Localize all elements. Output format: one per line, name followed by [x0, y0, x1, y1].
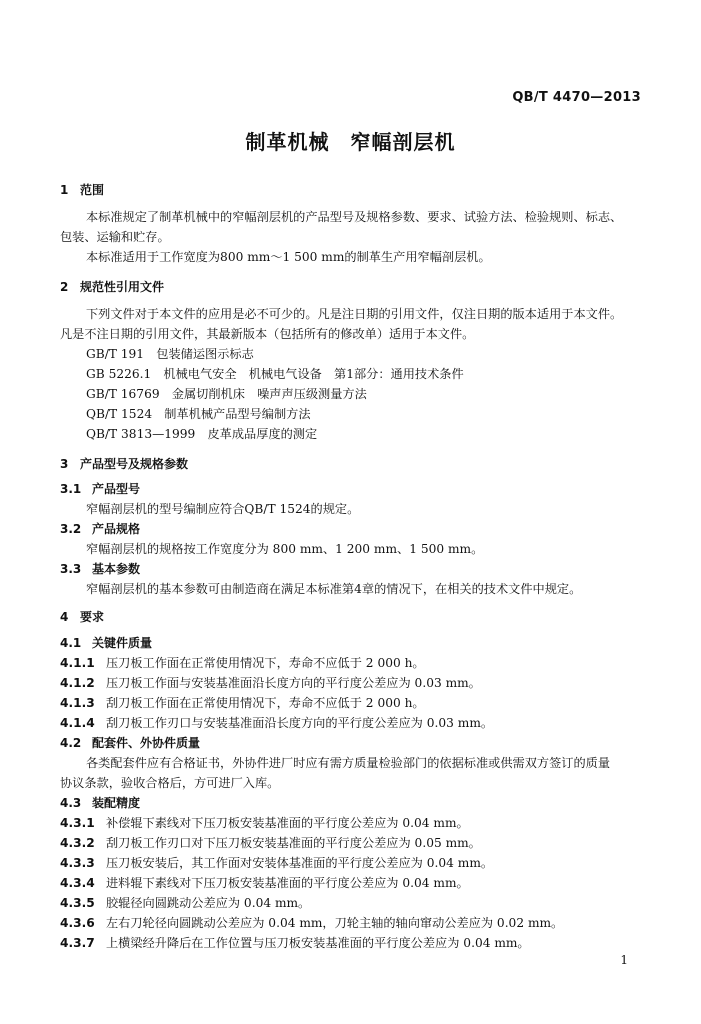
section-4-heading [60, 610, 701, 625]
reference-item: QB/T 1524 制革机械产品型号编制方法 [86, 407, 311, 421]
clause-item [60, 936, 701, 951]
subsection-number: 4.3 [60, 796, 82, 810]
section-1-heading [60, 183, 701, 198]
clause-number: 4.3.4 [60, 876, 95, 890]
clause-number: 4.1.2 [60, 676, 95, 690]
clause-item [60, 856, 701, 871]
section-3-heading [60, 457, 701, 472]
paragraph-line: 本标准规定了制革机械中的窄幅剖层机的产品型号及规格参数、要求、试验方法、检验规则、标志、 [86, 210, 623, 224]
subsection-4-1-heading [60, 636, 701, 651]
clause-text: 压刀板工作面在正常使用情况下，寿命不应低于 2 000 h。 [106, 656, 425, 670]
clause-item [60, 656, 701, 671]
section-title: 要求 [80, 610, 105, 624]
page-number: 1 [620, 953, 628, 967]
clause-item [60, 696, 701, 711]
clause-number: 4.3.5 [60, 896, 95, 910]
clause-item [60, 916, 701, 931]
clause-item [60, 716, 701, 731]
clause-item [60, 896, 701, 911]
clause-text: 胶辊径向圆跳动公差应为 0.04 mm。 [106, 896, 311, 910]
reference-item: GB 5226.1 机械电气安全 机械电气设备 第1部分：通用技术条件 [86, 367, 464, 381]
clause-number: 4.3.2 [60, 836, 95, 850]
clause-text: 刮刀板工作面在正常使用情况下，寿命不应低于 2 000 h。 [106, 696, 425, 710]
subsection-title: 基本参数 [92, 562, 141, 576]
section-2-heading [60, 280, 701, 295]
paragraph-line: 窄幅剖层机的基本参数可由制造商在满足本标准第4章的情况下，在相关的技术文件中规定。 [86, 582, 582, 596]
clause-text: 左右刀轮径向圆跳动公差应为 0.04 mm，刀轮主轴的轴向窜动公差应为 0.02 mm。 [106, 916, 564, 930]
subsection-title: 配套件、外协件质量 [92, 736, 201, 750]
paragraph-line: 窄幅剖层机的型号编制应符合QB/T 1524的规定。 [86, 502, 360, 516]
section-number: 2 [60, 280, 69, 294]
clause-number: 4.1.3 [60, 696, 95, 710]
clause-text: 刮刀板工作刃口对下压刀板安装基准面的平行度公差应为 0.05 mm。 [106, 836, 481, 850]
subsection-3-2-heading [60, 522, 701, 537]
section-number: 3 [60, 457, 69, 471]
subsection-title: 装配精度 [92, 796, 141, 810]
document-title: 制革机械 窄幅剖层机 [245, 130, 456, 154]
section-title: 产品型号及规格参数 [80, 457, 189, 471]
reference-item: QB/T 3813—1999 皮革成品厚度的测定 [86, 427, 318, 441]
clause-number: 4.3.3 [60, 856, 95, 870]
clause-text: 上横梁经升降后在工作位置与压刀板安装基准面的平行度公差应为 0.04 mm。 [106, 936, 530, 950]
subsection-number: 4.2 [60, 736, 82, 750]
subsection-number: 3.1 [60, 482, 82, 496]
clause-number: 4.1.1 [60, 656, 95, 670]
subsection-title: 产品规格 [92, 522, 141, 536]
clause-number: 4.1.4 [60, 716, 95, 730]
section-number: 1 [60, 183, 69, 197]
subsection-title: 关键件质量 [92, 636, 153, 650]
paragraph-line: 凡是不注日期的引用文件，其最新版本（包括所有的修改单）适用于本文件。 [60, 327, 475, 341]
reference-item: GB/T 16769 金属切削机床 噪声声压级测量方法 [86, 387, 367, 401]
reference-item: GB/T 191 包装储运图示标志 [86, 347, 254, 361]
section-number: 4 [60, 610, 69, 624]
clause-text: 刮刀板工作刃口与安装基准面沿长度方向的平行度公差应为 0.03 mm。 [106, 716, 494, 730]
subsection-3-1-heading [60, 482, 701, 497]
subsection-4-3-heading [60, 796, 701, 811]
clause-item [60, 676, 701, 691]
section-title: 范围 [80, 183, 105, 197]
clause-number: 4.3.1 [60, 816, 95, 830]
paragraph-line: 下列文件对于本文件的应用是必不可少的。凡是注日期的引用文件，仅注日期的版本适用于本文件。 [86, 307, 623, 321]
paragraph-line: 本标准适用于工作宽度为800 mm～1 500 mm的制革生产用窄幅剖层机。 [86, 250, 491, 264]
clause-text: 进料辊下素线对下压刀板安装基准面的平行度公差应为 0.04 mm。 [106, 876, 469, 890]
subsection-3-3-heading [60, 562, 701, 577]
section-title: 规范性引用文件 [80, 280, 165, 294]
clause-text: 压刀板安装后，其工作面对安装体基准面的平行度公差应为 0.04 mm。 [106, 856, 494, 870]
subsection-title: 产品型号 [92, 482, 141, 496]
paragraph-line: 窄幅剖层机的规格按工作宽度分为 800 mm、1 200 mm、1 500 mm。 [86, 542, 484, 556]
subsection-number: 3.3 [60, 562, 82, 576]
paragraph-line: 包装、运输和贮存。 [60, 230, 170, 244]
clause-item [60, 876, 701, 891]
clause-number: 4.3.7 [60, 936, 95, 950]
paragraph-line: 各类配套件应有合格证书，外协件进厂时应有需方质量检验部门的依据标准或供需双方签订的质量 [86, 756, 611, 770]
paragraph-line: 协议条款，验收合格后，方可进厂入库。 [60, 776, 280, 790]
subsection-4-2-heading [60, 736, 701, 751]
standard-code: QB/T 4470—2013 [512, 90, 641, 105]
clause-number: 4.3.6 [60, 916, 95, 930]
clause-text: 补偿辊下素线对下压刀板安装基准面的平行度公差应为 0.04 mm。 [106, 816, 469, 830]
clause-item [60, 836, 701, 851]
subsection-number: 4.1 [60, 636, 82, 650]
subsection-number: 3.2 [60, 522, 82, 536]
clause-text: 压刀板工作面与安装基准面沿长度方向的平行度公差应为 0.03 mm。 [106, 676, 481, 690]
clause-item [60, 816, 701, 831]
